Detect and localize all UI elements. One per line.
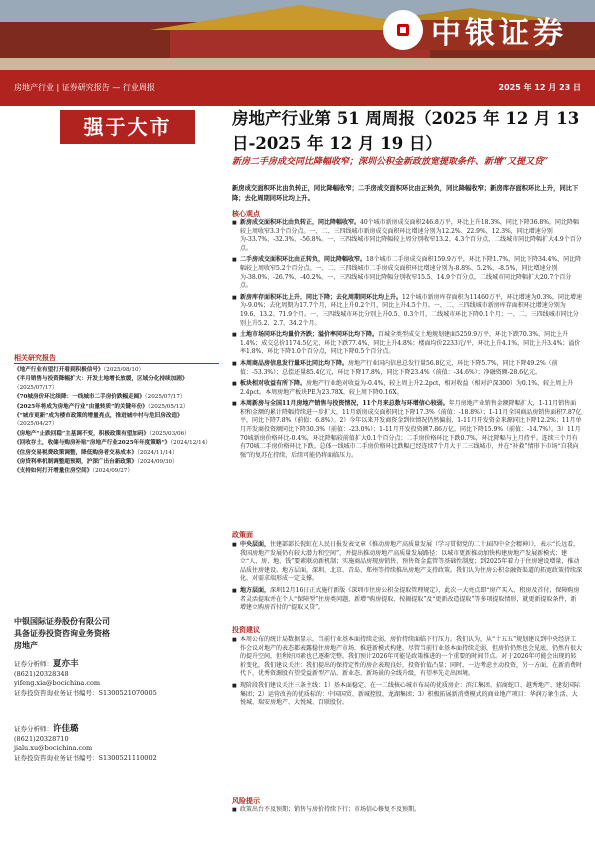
risk-heading: 风险提示 — [232, 796, 260, 805]
bullet-lead: 新房成交面积环比由负转正，同比降幅收窄。 — [240, 219, 361, 226]
invest-point — [232, 636, 582, 679]
related-report-title: 《半月销售与投资降幅扩大：开发土地增长放缓，区域分化持续加剧》 — [14, 376, 188, 383]
report-subtitle: 新房二手房成交同比降幅收窄；深圳公积金新政放宽提取条件、新增“又提又贷” — [232, 157, 549, 167]
analyst-phone: (8621)20328710 — [14, 734, 69, 743]
related-list — [14, 366, 219, 477]
bullet-text: 年月房地产业销售金额降幅扩大，1-11月销售面积和金额的累计降幅持续进一步扩大，11月新房成交面积同比下降17.3%（前值：-18.8%）；1-11月全国商品房销售面积7.87亿平，同比下降7.8%（前值：6.8%）。2）今年以来开发商资金到位情况仍然偏弱，1-11月开发资金来源同比下降12.2%；11月单月开发商投资额同比下降30.3%（前值：-23.0%）；1-11月开发投资额7.86万亿，同比下降15.9%（前值：-14.7%）。3）11月70城新房价格环比-0.4%，环比降幅较前值扩大0.1个百分点；二手房价格环比下跌0.7%，环比降幅与上月持平。连续三个月有有70城二手房价格环比下跌。总体一线城市二手房价格环比跌幅已经连续7个月大于二三线城市，并在“补救”情形下市场“自我向强”的复苏在持续，后续可能仍将面临压力。 — [240, 400, 582, 459]
related-report-date: （2024/12/14） — [170, 440, 211, 447]
bullet-text: 18个城市二手房成交面积159.9万平，环比下降1.7%，同比下降34.4%，同比降幅较上周收窄5.2个百分点。一、二、三四线城市二手房成交面积环比增速分别为-8.8%、5.2%、-8.5%，同比增速分别为-38.0%、-26.7%、-40.2%。一、三四线城市同比降幅分别收窄15.5、14.9个百分点，二线城市同比降幅扩大20.7个百分点。 — [240, 256, 582, 290]
invest-points — [232, 636, 582, 711]
related-report-title: 《房贷利率机制调整超预期，沪深广出台新政策》 — [14, 459, 138, 466]
related-report[interactable] — [14, 403, 219, 411]
rating-badge: 强于大市 — [60, 110, 195, 144]
bullet-text: 住建部部长倪虹在人民日报发表文章《推动房地产高质量发展（学习贯彻党的二十届四中全会精神）》，表示“长远看，我国房地产发展仍有较大潜力和空间”，并提出推动房地产高质量发展路径：以城市更新推动加快构建房地产发展新模式；建立“人、房、地、钱”要素联动新机制；实施商品房现房销售、预售资金监管等基础性制度；到2025年着力于住房建设增量，推动品质住房建设。地方层面，深圳、北京、青岛、郑州等持续推出房地产支持政策。我们认为住房公积金融资渠道的拓宽政策持续深化，对需求端形成一定支撑。 — [240, 541, 583, 583]
analyst-license: 证券投资咨询业务证书编号：S1300521070005 — [14, 688, 157, 697]
core-points — [232, 219, 582, 463]
analyst-email: jialu.xu@bocichina.com — [14, 744, 93, 752]
related-report-date: （2024/09/27） — [92, 468, 133, 475]
related-report-title: 《回收存土，收储与购房补贴“房地产行业2025年年度策略”》 — [14, 440, 171, 447]
bullet-lead: 地方层面， — [240, 586, 271, 594]
related-report[interactable] — [14, 449, 219, 457]
policy-point — [232, 541, 582, 584]
related-report[interactable] — [14, 430, 219, 438]
bullet-lead: 本周商品房信息发行量环比同比均下降。 — [240, 359, 349, 367]
core-point — [232, 380, 582, 397]
core-point — [232, 360, 582, 377]
related-report[interactable] — [14, 467, 219, 475]
analyst-name: 夏亦丰 — [53, 659, 79, 669]
bullet-text: 房地产行业国内信息总发行量56.8亿元，环比下降5.7%，同比下降49.2%（前值：-53.3%）；总偿还量85.4亿元，环比下降17.8%，同比下降23.4%（前值：-34.6%）；净融资额-28.6亿元。 — [240, 359, 558, 376]
related-report-title: 《2025年将成为房地产行业“由量转质”的关键年份》 — [14, 403, 148, 410]
analyst-role: 证券分析师： — [14, 725, 53, 733]
related-report[interactable] — [14, 366, 219, 374]
policy-points — [232, 541, 582, 616]
bullet-lead: 二手房成交面积环比由正转负，同比降幅收窄。 — [240, 256, 367, 264]
related-report-date: （2025/05/12） — [147, 403, 189, 410]
risk-item: ■ 政策出台不及预期；销售与房价持续下行；市场信心修复不及预期。 — [232, 806, 582, 815]
related-report-date: （2025/03/06） — [149, 430, 190, 437]
bullet-text: 房地产行业绝对收益为-0.4%，较上周上升2.2pct，相对收益（相对沪深300）为0.1%，较上周上升2.4pct。本周房地产板块PE为23.78X，较上周下降0.16X。 — [240, 380, 574, 396]
company-qualification: 具备证券投资咨询业务资格 — [14, 628, 110, 638]
related-report-date: （2025/04/27） — [14, 421, 58, 428]
sector-name: 房地产 — [14, 640, 38, 650]
divider — [14, 363, 219, 364]
core-point — [232, 219, 582, 253]
analyst-card — [14, 660, 219, 698]
invest-point — [232, 682, 582, 708]
related-report-date: （2024/09/30） — [137, 459, 178, 466]
related-report-title: 《住房交易税费政策调整，降低购房者交易成本》 — [14, 449, 138, 456]
company-name: 中银国际证券股份有限公司 — [14, 616, 110, 626]
bullet-text: 12个城市新房库存面积为11460万平，环比增速为0.3%，同比增速为-9.0%；去化周期为17.7个月，环比上升0.2个月，同比上升4.5个月。一、二、三四线城市新房库存面积环比增速分别为19.6、13.2、71.9个月。一、三四线城市环比分别上升0.5、0.3个月，二线城市环比下降0.1个月；一、二、三四线城市同比分别上升5.2、2.7、34.2个月。 — [240, 293, 582, 327]
related-report[interactable] — [14, 439, 219, 447]
related-report-date: （2025/08/10） — [103, 367, 145, 373]
risk-points — [232, 806, 582, 818]
core-point — [232, 400, 582, 460]
related-heading: 相关研究报告 — [14, 353, 56, 362]
summary-text: 新房成交面积环比由负转正，同比降幅收窄；二手房成交面积环比由正转负，同比降幅收窄；新房库存面积环比上升，同比下降；去化周期同环比均上升。 — [232, 185, 579, 202]
report-title: 房地产行业第 51 周周报（2025 年 12 月 13 日-2025 年 12 月 19 日） — [232, 109, 580, 153]
analyst-role: 证券分析师： — [14, 660, 53, 668]
core-heading: 核心观点 — [232, 209, 260, 218]
core-point — [232, 294, 582, 328]
policy-point — [232, 587, 582, 613]
analyst-email: yifeng.xia@bocichina.com — [14, 679, 101, 687]
analyst-card — [14, 725, 219, 763]
related-report-title: 《房地产“止跌回稳”主基调不变，积极政策有望加码》 — [14, 430, 150, 437]
bullet-lead: 板块相对收益有所下降。 — [240, 380, 307, 388]
related-report-date: （2025/07/17） — [14, 384, 58, 391]
policy-heading: 政策面 — [232, 530, 253, 539]
core-point — [232, 256, 582, 290]
related-report[interactable] — [14, 375, 219, 392]
report-category: 房地产行业 | 证券研究报告 — 行业周报 — [14, 83, 155, 92]
bullet-lead: 本周新房与全国11月房地产销售与投资情况，11个月来总数与环增信心较弱。 — [240, 400, 449, 408]
boc-logo-icon — [383, 10, 423, 50]
company-info — [14, 615, 219, 651]
bullet-text: 本周公布的统计局数据显示，当前行业基本面持续走弱，房价持续面临下行压力。我们认为，从“十五五”规划建议到中央经济工作会议对地产的表态都表露稳住房地产市场，推进新模式构建。尽管当前行业基本面持续走弱，但房价仍然也会见底，仍然有很大的提升空间，但利好因素也已逐渐完整。我们预计2026年可能是政策推进的一个重要的时间节点。对于2026年可能会出现的转折变化，我们建议关注：我们提出的保持定性的房企表现良好，投资价值凸显；同时，一边考虑主动投资，另一方面，在新消费时代下，优秀资源股有望受益新型产品、新业态、新场景的全线升级，有望率先走出困境。 — [240, 636, 583, 678]
core-point — [232, 331, 582, 357]
analyst-phone: (8621)20328348 — [14, 669, 69, 678]
related-report-title: 《支持如何打开增量住房空间》 — [14, 468, 93, 475]
bullet-text: 40个城市新房成交面积246.8万平，环比上升18.3%，同比下降36.8%。同比降幅较上周收窄3.3个百分点。一、二、三四线城市新房成交面积环比增速分别为12.2%、22.9%、12.3%，同比增速分别为-33.7%、-32.3%、-56.8%。一、三四线城市同比降幅较上周分别收窄13.2、4.3个百分点，二线城市同比降幅扩大4.9个百分点。 — [240, 219, 582, 252]
related-report-title: 《“城市更新”成为楼市政策的增量亮点，推进城中村与危旧房改造》 — [14, 413, 183, 420]
analyst-license: 证券投资咨询业务证书编号：S1300521110002 — [14, 753, 157, 762]
brand-logo — [383, 8, 567, 52]
brand-name: 中银证券 — [431, 16, 567, 51]
analyst-name: 许佳璐 — [53, 724, 79, 734]
related-report-title: 《70城房价环比续降：一线城市二手房价跌幅走阔》 — [14, 394, 145, 401]
related-report[interactable] — [14, 393, 219, 401]
bullet-lead: 新房库存面积环比上升，同比下降；去化周期同环比均上升。 — [240, 293, 403, 301]
bullet-lead: 土地市场同环比均量价齐跌；溢价率同环比均下降。 — [240, 331, 379, 339]
bullet-text: 现阶段我们建议关注三条主线：1）基本面稳定、在一二线核心城市布局的优质房企：滨江集团、招商蛇口、越秀地产、建发国际集团；2）运营改善的优质标的：中国国贸、新城控股、龙湖集团；3）积极拓展新消费模式的商业地产项目：华润万象生活、大悦城、瑞安房地产、大悦城、百联股份。 — [240, 681, 580, 707]
related-report-date: （2024/11/14） — [137, 449, 178, 456]
related-report[interactable] — [14, 458, 219, 466]
bullet-text: 百城全类型成交土地规划建面5259.9万平，环比下跌70.3%，同比上升1.4%；成交总价1174.5亿元，环比下跌77.4%，同比上升4.8%；楼面均价2233元/平，环比上升4.1%，同比上升3.4%；溢价率1.8%，环比下降1.0个百分点，同比下降0.5个百分点。 — [240, 331, 581, 356]
invest-heading: 投资建议 — [232, 625, 260, 634]
bullet-lead: 中央层面， — [240, 541, 271, 548]
report-date: 2025 年 12 月 23 日 — [498, 83, 581, 92]
related-report[interactable] — [14, 412, 219, 429]
related-report-date: （2025/07/17） — [144, 394, 186, 401]
bullet-text: 深圳12月16日正式施行新版《深圳市住房公积金提取管理规定》，此次一大亮点即“房产买入、租房及首付，保障购房者灵活提取并在个人“保障型”住房类问题，新增“购房提取、按揭提取”及“更新改造提取”等多项提取情形，就更新提取条件，新增建立购房首付的“提取又贷”。 — [240, 586, 580, 612]
related-report-title: 《地产行业有望打开看到积极信号》 — [14, 367, 104, 373]
